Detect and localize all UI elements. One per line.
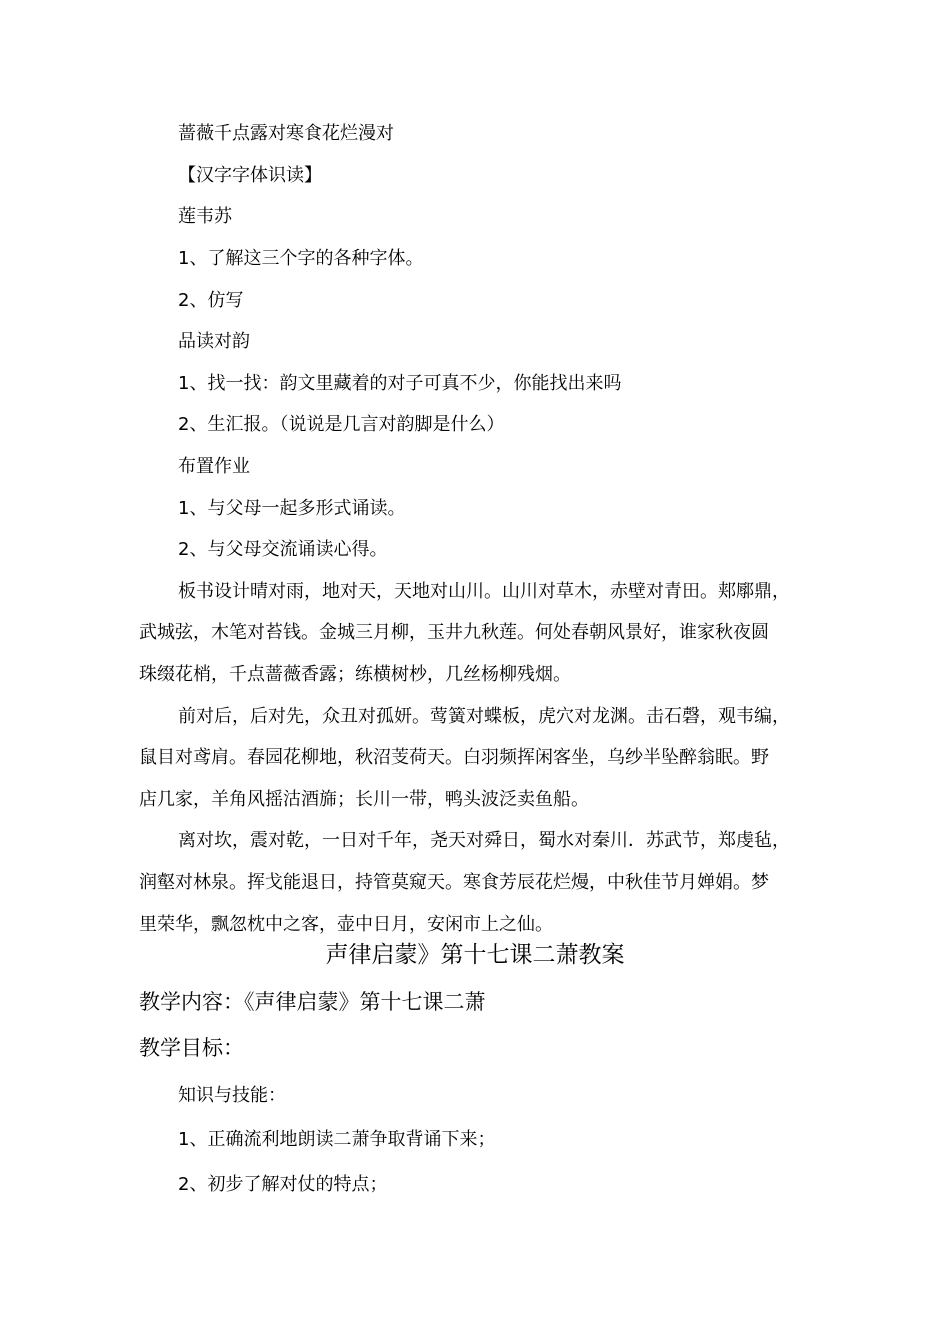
list-item: 2、初步了解对仗的特点； [178, 1174, 388, 1195]
list-item: 2、与父母交流诵读心得。 [178, 539, 388, 560]
paragraph-1-line: 珠缀花梢，千点蔷薇香露；练横树杪，几丝杨柳残烟。 [139, 664, 571, 685]
teaching-goal-heading: 教学目标： [139, 1036, 244, 1060]
text-line: 蔷薇千点露对寒食花烂漫对 [178, 123, 394, 144]
text-line: 知识与技能： [178, 1085, 286, 1106]
list-item: 1、找一找：韵文里藏着的对子可真不少，你能找出来吗 [178, 373, 622, 394]
list-item: 2、仿写 [178, 290, 244, 311]
teaching-content-heading: 教学内容：《声律启蒙》第十七课二萧 [139, 990, 486, 1014]
paragraph-1-line: 板书设计晴对雨，地对天，天地对山川。山川对草木，赤壁对青田。郏鄏鼎， [178, 581, 790, 602]
paragraph-3-line: 离对坎，震对乾，一日对千年，尧天对舜日，蜀水对秦川．苏武节，郑虔毡， [178, 830, 790, 851]
paragraph-2-line: 店几家，羊角风摇沽酒旆；长川一带，鸭头波泛卖鱼船。 [139, 789, 589, 810]
paragraph-2-line: 前对后，后对先，众丑对孤妍。莺簧对蝶板，虎穴对龙渊。击石磬，观韦编， [178, 706, 790, 727]
list-item: 1、与父母一起多形式诵读。 [178, 498, 406, 519]
paragraph-3-line: 里荣华，飘忽枕中之客，壶中日月，安闲市上之仙。 [139, 914, 553, 935]
paragraph-3-line: 润壑对林泉。挥戈能退日，持管莫窥天。寒食芳辰花烂熳，中秋佳节月婵娟。梦 [139, 872, 769, 893]
section-heading-hanzi: 【汉字字体识读】 [178, 165, 322, 186]
paragraph-2-line: 鼠目对鸢肩。春园花柳地，秋沼芰荷天。白羽频挥闲客坐，乌纱半坠醉翁眠。野 [139, 747, 769, 768]
text-line: 莲韦苏 [178, 206, 232, 227]
section-heading-homework: 布置作业 [178, 456, 250, 477]
list-item: 1、了解这三个字的各种字体。 [178, 248, 424, 269]
section-heading-pindu: 品读对韵 [178, 331, 250, 352]
list-item: 2、生汇报。（说说是几言对韵脚是什么） [178, 414, 505, 435]
paragraph-1-line: 武城弦，木笔对苔钱。金城三月柳，玉井九秋莲。何处春朝风景好，谁家秋夜圆 [139, 622, 769, 643]
list-item: 1、正确流利地朗读二萧争取背诵下来； [178, 1129, 496, 1150]
document-title: 声律启蒙》第十七课二萧教案 [325, 942, 625, 968]
